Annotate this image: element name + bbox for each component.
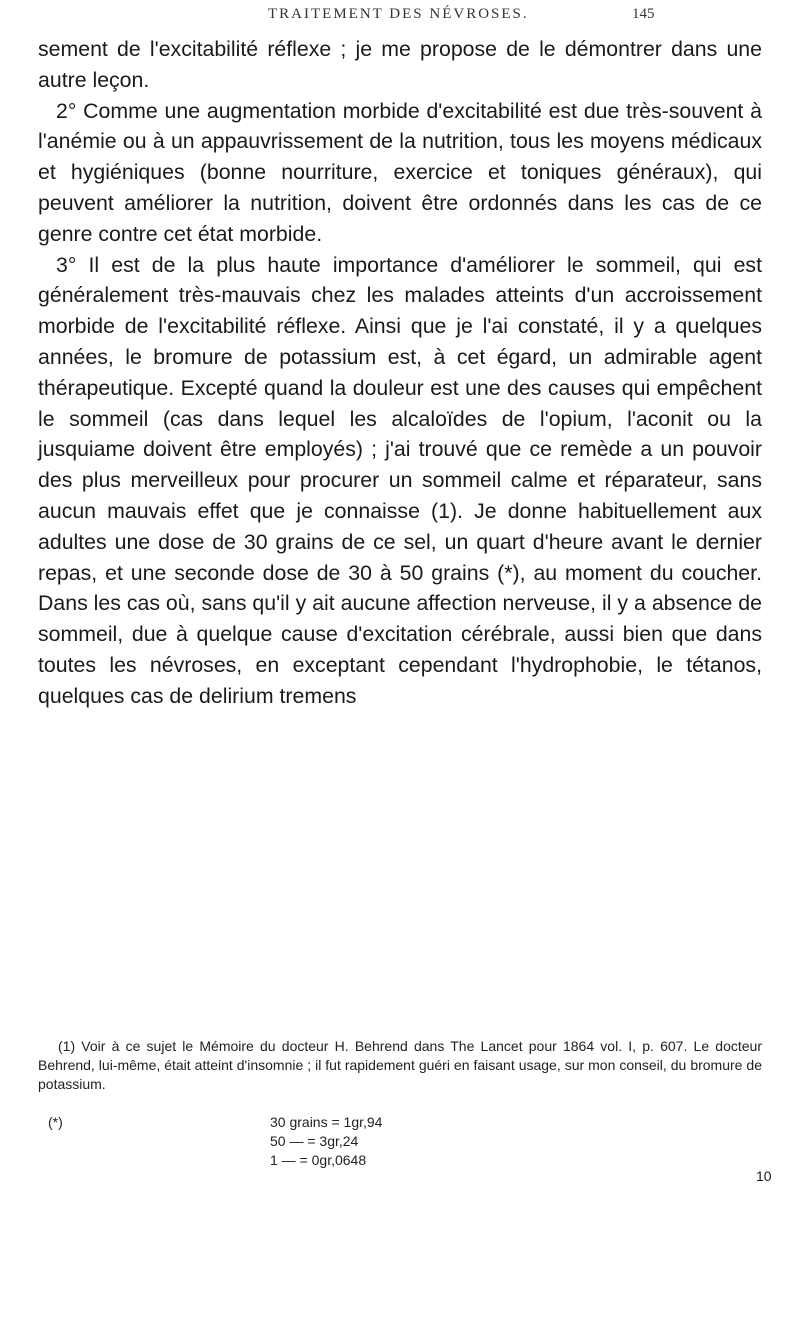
running-title: TRAITEMENT DES NÉVROSES. [268, 6, 529, 22]
footnote-1: (1) Voir à ce sujet le Mémoire du docteur H. Behrend dans The Lancet pour 1864 vol. I, p. 607. Le docteur Behrend, lui-même, était atteint d'insomnie ; il fut rapidement guéri en faisant usage, sur mon conseil, du bromure de potassium. [38, 1038, 762, 1092]
paragraph-3: 3° Il est de la plus haute importance d'améliorer le sommeil, qui est généralement très-mauvais chez les malades atteints d'un accroissement morbide de l'excitabilité réflexe. Ainsi que je l'ai constaté, il y a quelques années, le bromure de potassium est, à cet égard, un admirable agent thérapeutique. Excepté quand la douleur est une des causes qui empêchent le sommeil (cas dans lequel les alcaloïdes de l'opium, l'aconit ou la jusquiame doivent être employés) ; j'ai trouvé que ce remède a un pouvoir des plus merveilleux pour procurer un sommeil calme et réparateur, sans aucun mauvais effet que je connaisse (1). Je donne habituellement aux adultes une dose de 30 grains de ce sel, un quart d'heure avant le dernier repas, et une seconde dose de 30 à 50 grains (*), au moment du coucher. Dans les cas où, sans qu'il y ait aucune affection nerveuse, il y a absence de sommeil, due à quelque cause d'excitation cérébrale, aussi bien que dans toutes les névroses, en exceptant cependant l'hydrophobie, le tétanos, quelques cas de delirium tremens [38, 252, 762, 708]
conversion-row: 30 grains = 1gr,94 [270, 1114, 383, 1130]
footnote-2-mark: (*) [48, 1114, 63, 1130]
page-number: 145 [632, 6, 655, 22]
conversion-row: 50 — = 3gr,24 [270, 1133, 359, 1149]
conversion-row: 1 — = 0gr,0648 [270, 1152, 367, 1168]
body-text [38, 34, 762, 712]
paragraph-2: 2° Comme une augmentation morbide d'excitabilité est due très-souvent à l'anémie ou à un appauvrissement de la nutrition, tous les moyens médicaux et hygiéniques (bonne nourriture, exercice et toniques généraux), qui peuvent améliorer la nutrition, doivent être ordonnés dans les cas de ce genre contre cet état morbide. [38, 98, 762, 246]
footnotes [38, 1037, 762, 1094]
paragraph-1: sement de l'excitabilité réflexe ; je me propose de le démontrer dans une autre leçon. [38, 37, 762, 92]
signature-mark: 10 [756, 1168, 772, 1184]
running-header [268, 6, 668, 23]
